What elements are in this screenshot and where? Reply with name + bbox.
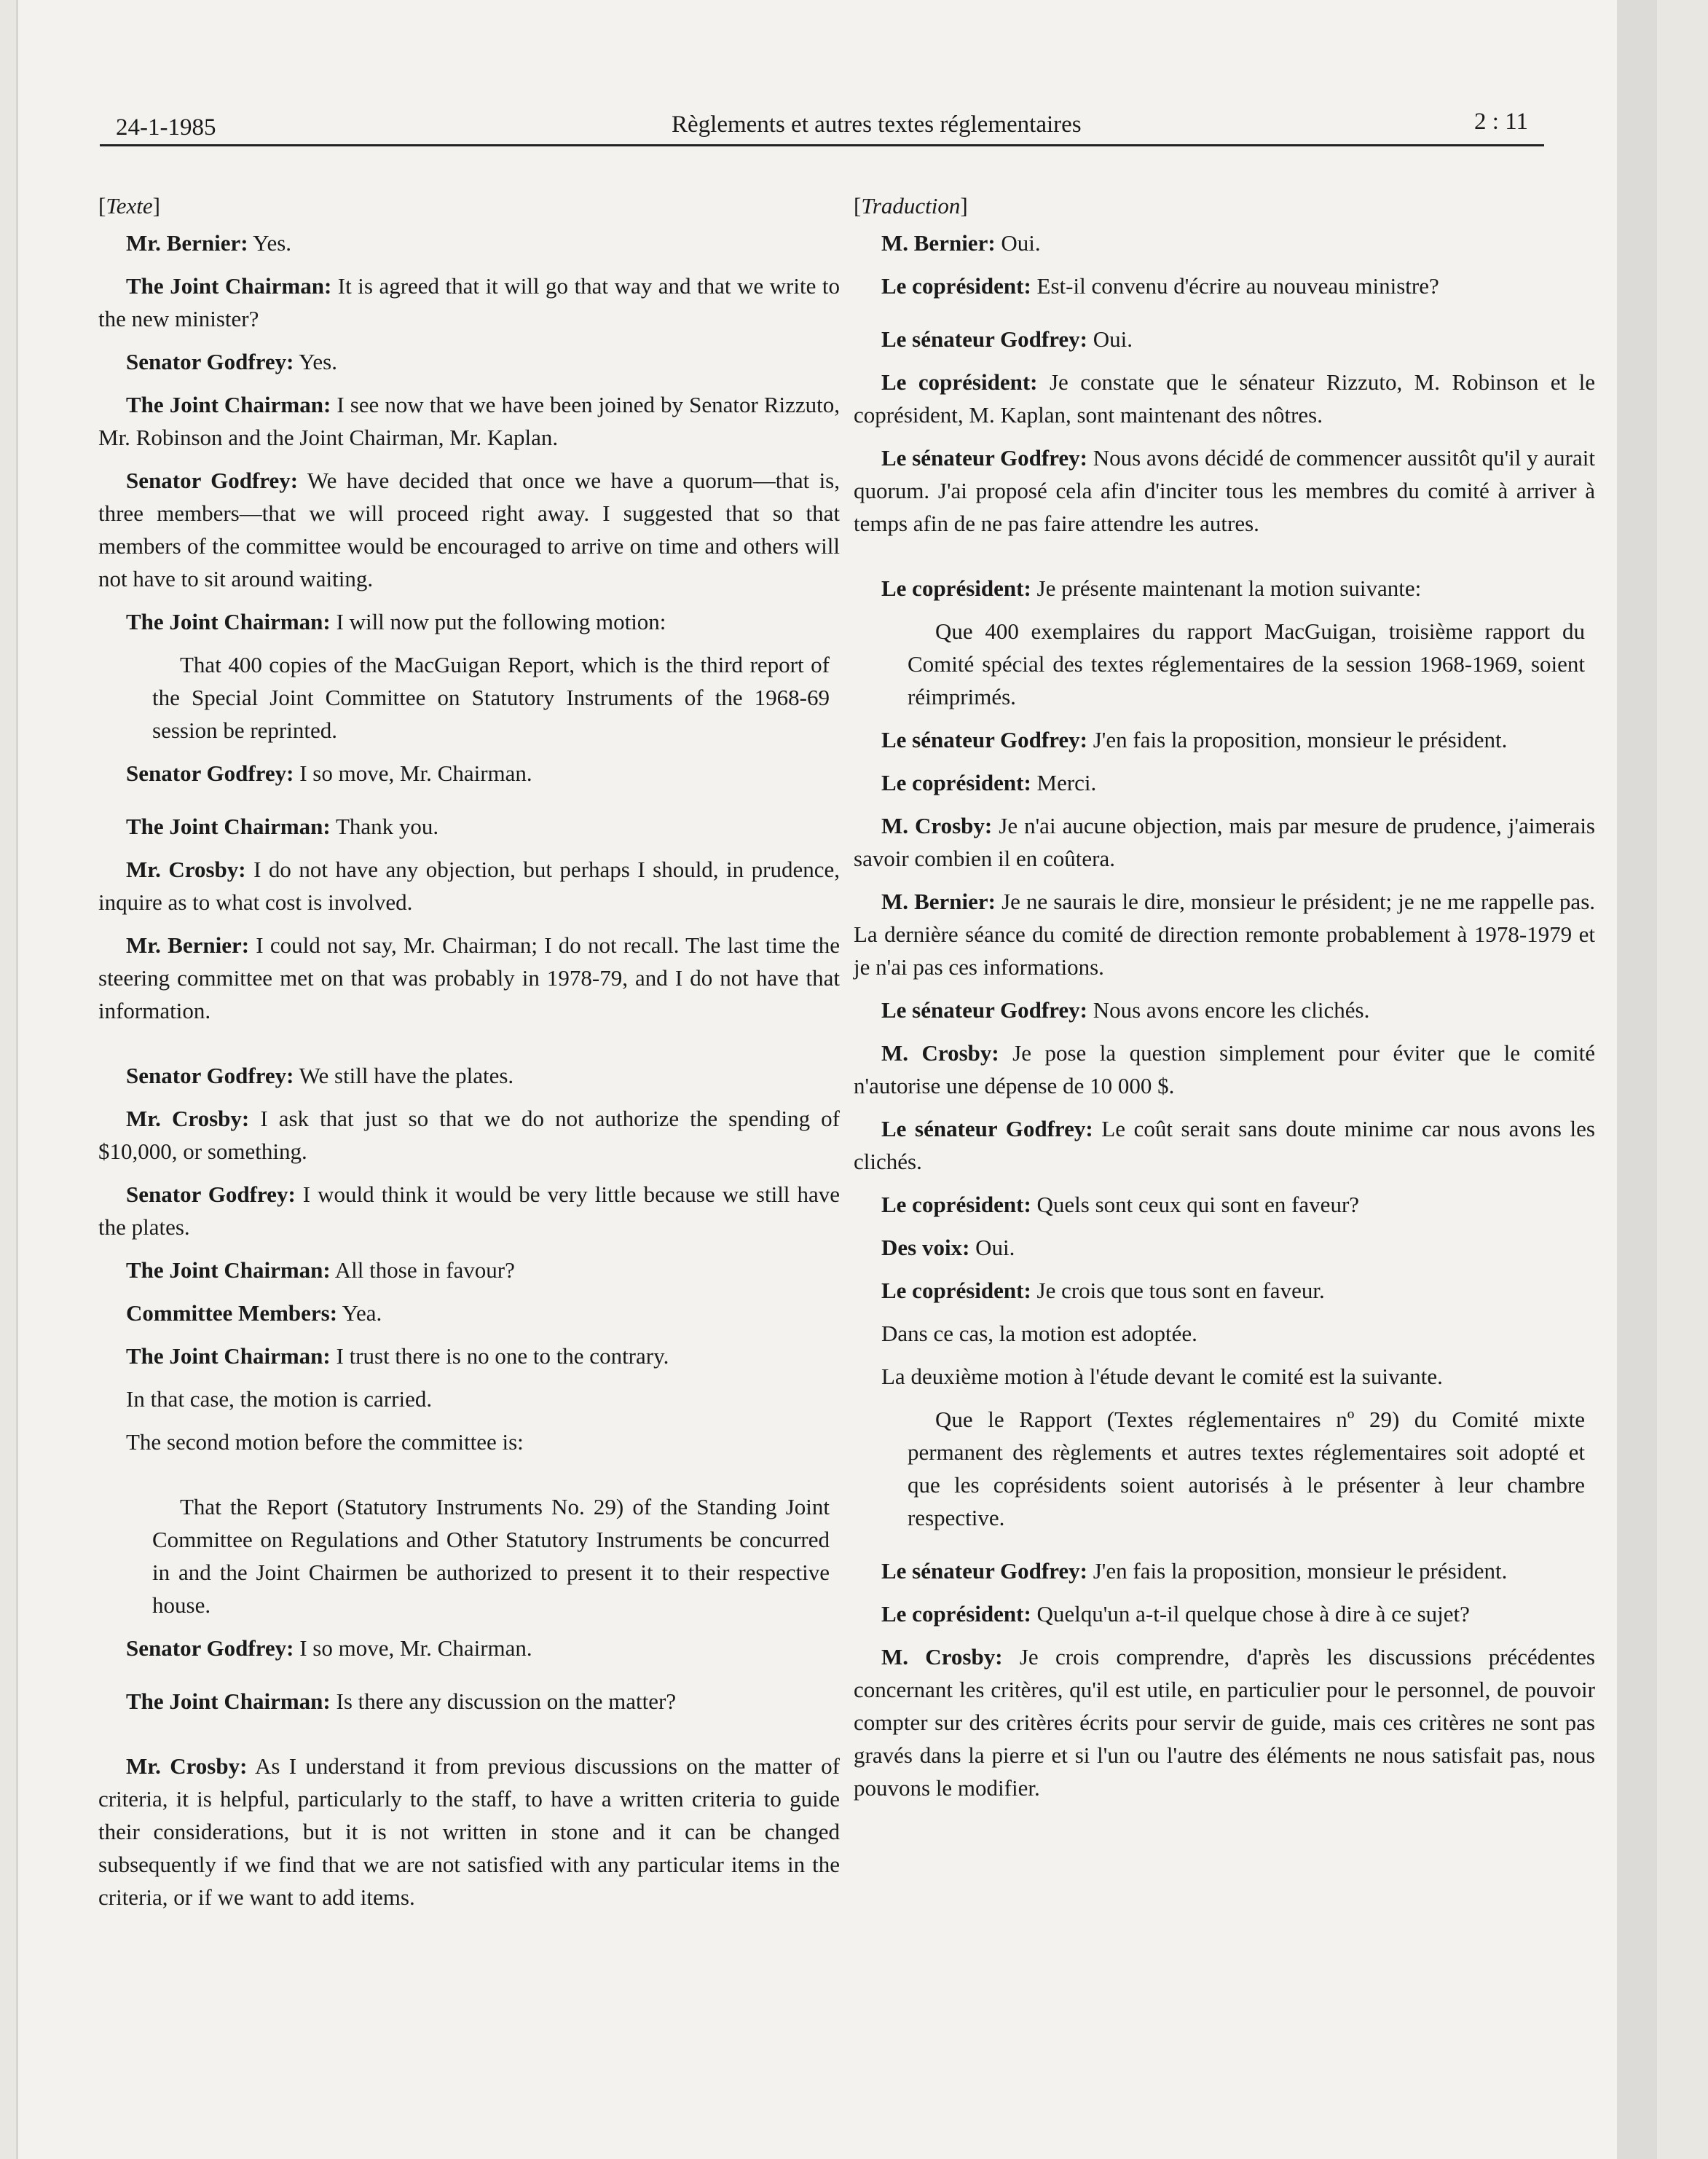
- speech: I so move, Mr. Chairman.: [294, 760, 532, 786]
- paragraph: [854, 1231, 1595, 1264]
- speech: I will now put the following motion:: [330, 609, 666, 634]
- paragraph: [98, 1254, 840, 1286]
- speaker: M. Bernier:: [881, 230, 996, 256]
- paragraph: [98, 1297, 840, 1329]
- speech: Oui.: [995, 230, 1041, 256]
- speech: Nous avons encore les clichés.: [1087, 997, 1370, 1023]
- speaker: The Joint Chairman:: [126, 1343, 331, 1369]
- paragraph: [98, 388, 840, 454]
- speaker: Des voix:: [881, 1235, 970, 1260]
- speaker: Le sénateur Godfrey:: [881, 1558, 1087, 1584]
- speaker: M. Bernier:: [881, 889, 996, 914]
- paragraph: [98, 757, 840, 790]
- paragraph: [854, 270, 1595, 302]
- paragraph: [98, 270, 840, 335]
- page-margin: [1617, 0, 1657, 2159]
- speech: Je ne saurais le dire, monsieur le président; je ne me rappelle pas. La dernière séance du comité de direction remonte probablement à 1978-1979 et je n'ai pas ces informations.: [854, 889, 1596, 980]
- speaker: The Joint Chairman:: [126, 392, 331, 417]
- speech: Yea.: [337, 1300, 382, 1326]
- speech: I so move, Mr. Chairman.: [294, 1635, 532, 1661]
- motion-quote: That the Report (Statutory Instruments No. 29) of the Standing Joint Committee on Regulations and Other Statutory Instruments be concurred in and the Joint Chairmen be authorized to present it to their respective house.: [152, 1494, 830, 1618]
- document-page: [16, 0, 1657, 2159]
- speech: Oui.: [1087, 326, 1133, 352]
- speech: Merci.: [1031, 770, 1097, 795]
- speech: Le coût serait sans doute minime car nous avons les clichés.: [854, 1116, 1595, 1174]
- paragraph: [98, 929, 840, 1027]
- speaker: Senator Godfrey:: [126, 349, 294, 374]
- speech: Je constate que le sénateur Rizzuto, M. Robinson et le coprésident, M. Kaplan, sont maintenant des nôtres.: [854, 369, 1595, 428]
- speech: I see now that we have been joined by Senator Rizzuto, Mr. Robinson and the Joint Chairman, Mr. Kaplan.: [98, 392, 840, 450]
- speech: I ask that just so that we do not authorize the spending of $10,000, or something.: [98, 1106, 841, 1164]
- speaker: Le coprésident:: [881, 770, 1031, 795]
- paragraph: [854, 766, 1595, 799]
- speaker: Senator Godfrey:: [126, 1635, 294, 1661]
- paragraph: [854, 441, 1595, 540]
- speech: Quels sont ceux qui sont en faveur?: [1031, 1192, 1360, 1217]
- text-tag-label: Texte: [106, 193, 153, 219]
- speaker: Mr. Crosby:: [126, 857, 246, 882]
- speaker: Le coprésident:: [881, 1192, 1031, 1217]
- paragraph: [854, 227, 1595, 259]
- speaker: Senator Godfrey:: [126, 1063, 294, 1088]
- paragraph: [98, 345, 840, 378]
- speech: Est-il convenu d'écrire au nouveau ministre?: [1031, 273, 1439, 299]
- paragraph: [854, 1597, 1595, 1630]
- speaker: The Joint Chairman:: [126, 273, 332, 299]
- speaker: Mr. Bernier:: [126, 932, 250, 958]
- speaker: Le sénateur Godfrey:: [881, 1116, 1093, 1141]
- speech: Thank you.: [330, 814, 439, 839]
- speech: I trust there is no one to the contrary.: [330, 1343, 669, 1369]
- speech: We still have the plates.: [294, 1063, 514, 1088]
- speech: Je crois que tous sont en faveur.: [1031, 1278, 1325, 1303]
- paragraph: [854, 1640, 1595, 1804]
- speaker: The Joint Chairman:: [126, 1257, 331, 1283]
- speech: Je présente maintenant la motion suivante:: [1031, 575, 1422, 601]
- paragraph: [854, 1112, 1595, 1178]
- speaker: The Joint Chairman:: [126, 609, 331, 634]
- speaker: Le sénateur Godfrey:: [881, 445, 1088, 471]
- paragraph: [98, 464, 840, 595]
- english-column: [98, 189, 840, 1924]
- paragraph: [854, 1037, 1595, 1102]
- speaker: Le sénateur Godfrey:: [881, 727, 1087, 752]
- speaker: Le coprésident:: [881, 273, 1031, 299]
- translation-tag-label: Traduction: [861, 193, 961, 219]
- speaker: M. Crosby:: [881, 813, 993, 838]
- motion-quote: That 400 copies of the MacGuigan Report, which is the third report of the Special Joint Committee on Statutory Instruments of the 1968-69 session be reprinted.: [152, 652, 830, 743]
- paragraph: Dans ce cas, la motion est adoptée.: [881, 1321, 1197, 1346]
- speech: All those in favour?: [330, 1257, 515, 1283]
- page-header: [100, 109, 1544, 146]
- speaker: Mr. Bernier:: [126, 230, 248, 256]
- speech: Yes.: [248, 230, 292, 256]
- speaker: Mr. Crosby:: [126, 1106, 250, 1131]
- paragraph: [854, 1274, 1595, 1307]
- paragraph: [854, 809, 1595, 875]
- paragraph: [854, 572, 1595, 605]
- paragraph: [98, 227, 840, 259]
- speaker: Committee Members:: [126, 1300, 338, 1326]
- speaker: Senator Godfrey:: [126, 1181, 296, 1207]
- speaker: Mr. Crosby:: [126, 1753, 248, 1779]
- translation-tag: [Traduction]: [854, 193, 968, 219]
- speaker: The Joint Chairman:: [126, 1688, 331, 1714]
- speech: We have decided that once we have a quorum—that is, three members—that we will proceed right away. I suggested that so that members of the committee would be encouraged to arrive on time and others will not have to sit around waiting.: [98, 468, 840, 591]
- paragraph: [854, 885, 1595, 983]
- speaker: Le coprésident:: [881, 369, 1038, 395]
- paragraph: The second motion before the committee is:: [126, 1429, 524, 1455]
- speaker: Le sénateur Godfrey:: [881, 326, 1087, 352]
- paragraph: [98, 1178, 840, 1243]
- paragraph: [98, 605, 840, 638]
- speaker: Le sénateur Godfrey:: [881, 997, 1087, 1023]
- speaker: The Joint Chairman:: [126, 814, 331, 839]
- speaker: M. Crosby:: [881, 1040, 999, 1066]
- header-page-number: 2 : 11: [1474, 109, 1528, 135]
- paragraph: [854, 1188, 1595, 1221]
- paragraph: [98, 853, 840, 919]
- paragraph: [98, 1632, 840, 1664]
- speech: Is there any discussion on the matter?: [330, 1688, 677, 1714]
- motion-quote: Que 400 exemplaires du rapport MacGuigan, troisième rapport du Comité spécial des textes réglementaires de la session 1968-1969, soient réimprimés.: [908, 618, 1585, 709]
- speech: J'en fais la proposition, monsieur le président.: [1087, 1558, 1508, 1584]
- paragraph: [98, 810, 840, 843]
- french-column: [854, 189, 1595, 1814]
- speech: Je n'ai aucune objection, mais par mesure de prudence, j'aimerais savoir combien il en coûtera.: [854, 813, 1595, 871]
- header-title: Règlements et autres textes réglementaires: [672, 111, 1082, 138]
- header-date: 24-1-1985: [116, 114, 216, 141]
- speech: Oui.: [969, 1235, 1015, 1260]
- paragraph: [98, 1059, 840, 1092]
- paragraph: [854, 723, 1595, 756]
- speech: As I understand it from previous discussions on the matter of criteria, it is helpful, particularly to the staff, to have a written criteria to guide their considerations, but it is not written in stone and it can be changed subsequently if we find that we are not satisfied with any particular items in the criteria, or if we want to add items.: [98, 1753, 840, 1910]
- speaker: Le coprésident:: [881, 1601, 1031, 1627]
- speech: I would think it would be very little because we still have the plates.: [98, 1181, 840, 1240]
- speech: I do not have any objection, but perhaps I should, in prudence, inquire as to what cost is involved.: [98, 857, 840, 915]
- speaker: Le coprésident:: [881, 575, 1031, 601]
- paragraph: [98, 1102, 840, 1168]
- paragraph: [854, 1554, 1595, 1587]
- paragraph: [854, 994, 1595, 1026]
- paragraph: [854, 366, 1595, 431]
- speech: It is agreed that it will go that way and that we write to the new minister?: [98, 273, 840, 331]
- speech: Quelqu'un a-t-il quelque chose à dire à ce sujet?: [1031, 1601, 1470, 1627]
- speech: I could not say, Mr. Chairman; I do not recall. The last time the steering committee met on that was probably in 1978-79, and I do not have that information.: [98, 932, 840, 1023]
- speech: J'en fais la proposition, monsieur le président.: [1087, 727, 1508, 752]
- speaker: Le coprésident:: [881, 1278, 1031, 1303]
- speech: Je crois comprendre, d'après les discussions précédentes concernant les critères, qu'il est utile, en particulier pour le personnel, de pouvoir compter sur des critères écrits pour servir de guide, mais ces critères ne sont pas gravés dans la pierre et si l'un ou l'autre des éléments ne nous satisfait pas, nous pouvons le modifier.: [854, 1644, 1595, 1801]
- speaker: Senator Godfrey:: [126, 468, 299, 493]
- paragraph: La deuxième motion à l'étude devant le comité est la suivante.: [881, 1364, 1443, 1389]
- speech: Je pose la question simplement pour éviter que le comité n'autorise une dépense de 10 000 $.: [854, 1040, 1595, 1098]
- paragraph: In that case, the motion is carried.: [126, 1386, 433, 1412]
- motion-quote: Que le Rapport (Textes réglementaires nº 29) du Comité mixte permanent des règlements et autres textes réglementaires soit adopté et que les coprésidents soient autorisés à le présenter à leur chambre respective.: [908, 1407, 1585, 1530]
- speaker: M. Crosby:: [881, 1644, 1003, 1670]
- speech: Yes.: [294, 349, 337, 374]
- paragraph: [98, 1750, 840, 1914]
- paragraph: [98, 1340, 840, 1372]
- speech: Nous avons décidé de commencer aussitôt qu'il y aurait quorum. J'ai proposé cela afin d'inciter tous les membres du comité à arriver à temps afin de ne pas faire attendre les autres.: [854, 445, 1595, 536]
- text-tag: [Texte]: [98, 193, 160, 219]
- paragraph: [854, 323, 1595, 355]
- speaker: Senator Godfrey:: [126, 760, 294, 786]
- paragraph: [98, 1685, 840, 1718]
